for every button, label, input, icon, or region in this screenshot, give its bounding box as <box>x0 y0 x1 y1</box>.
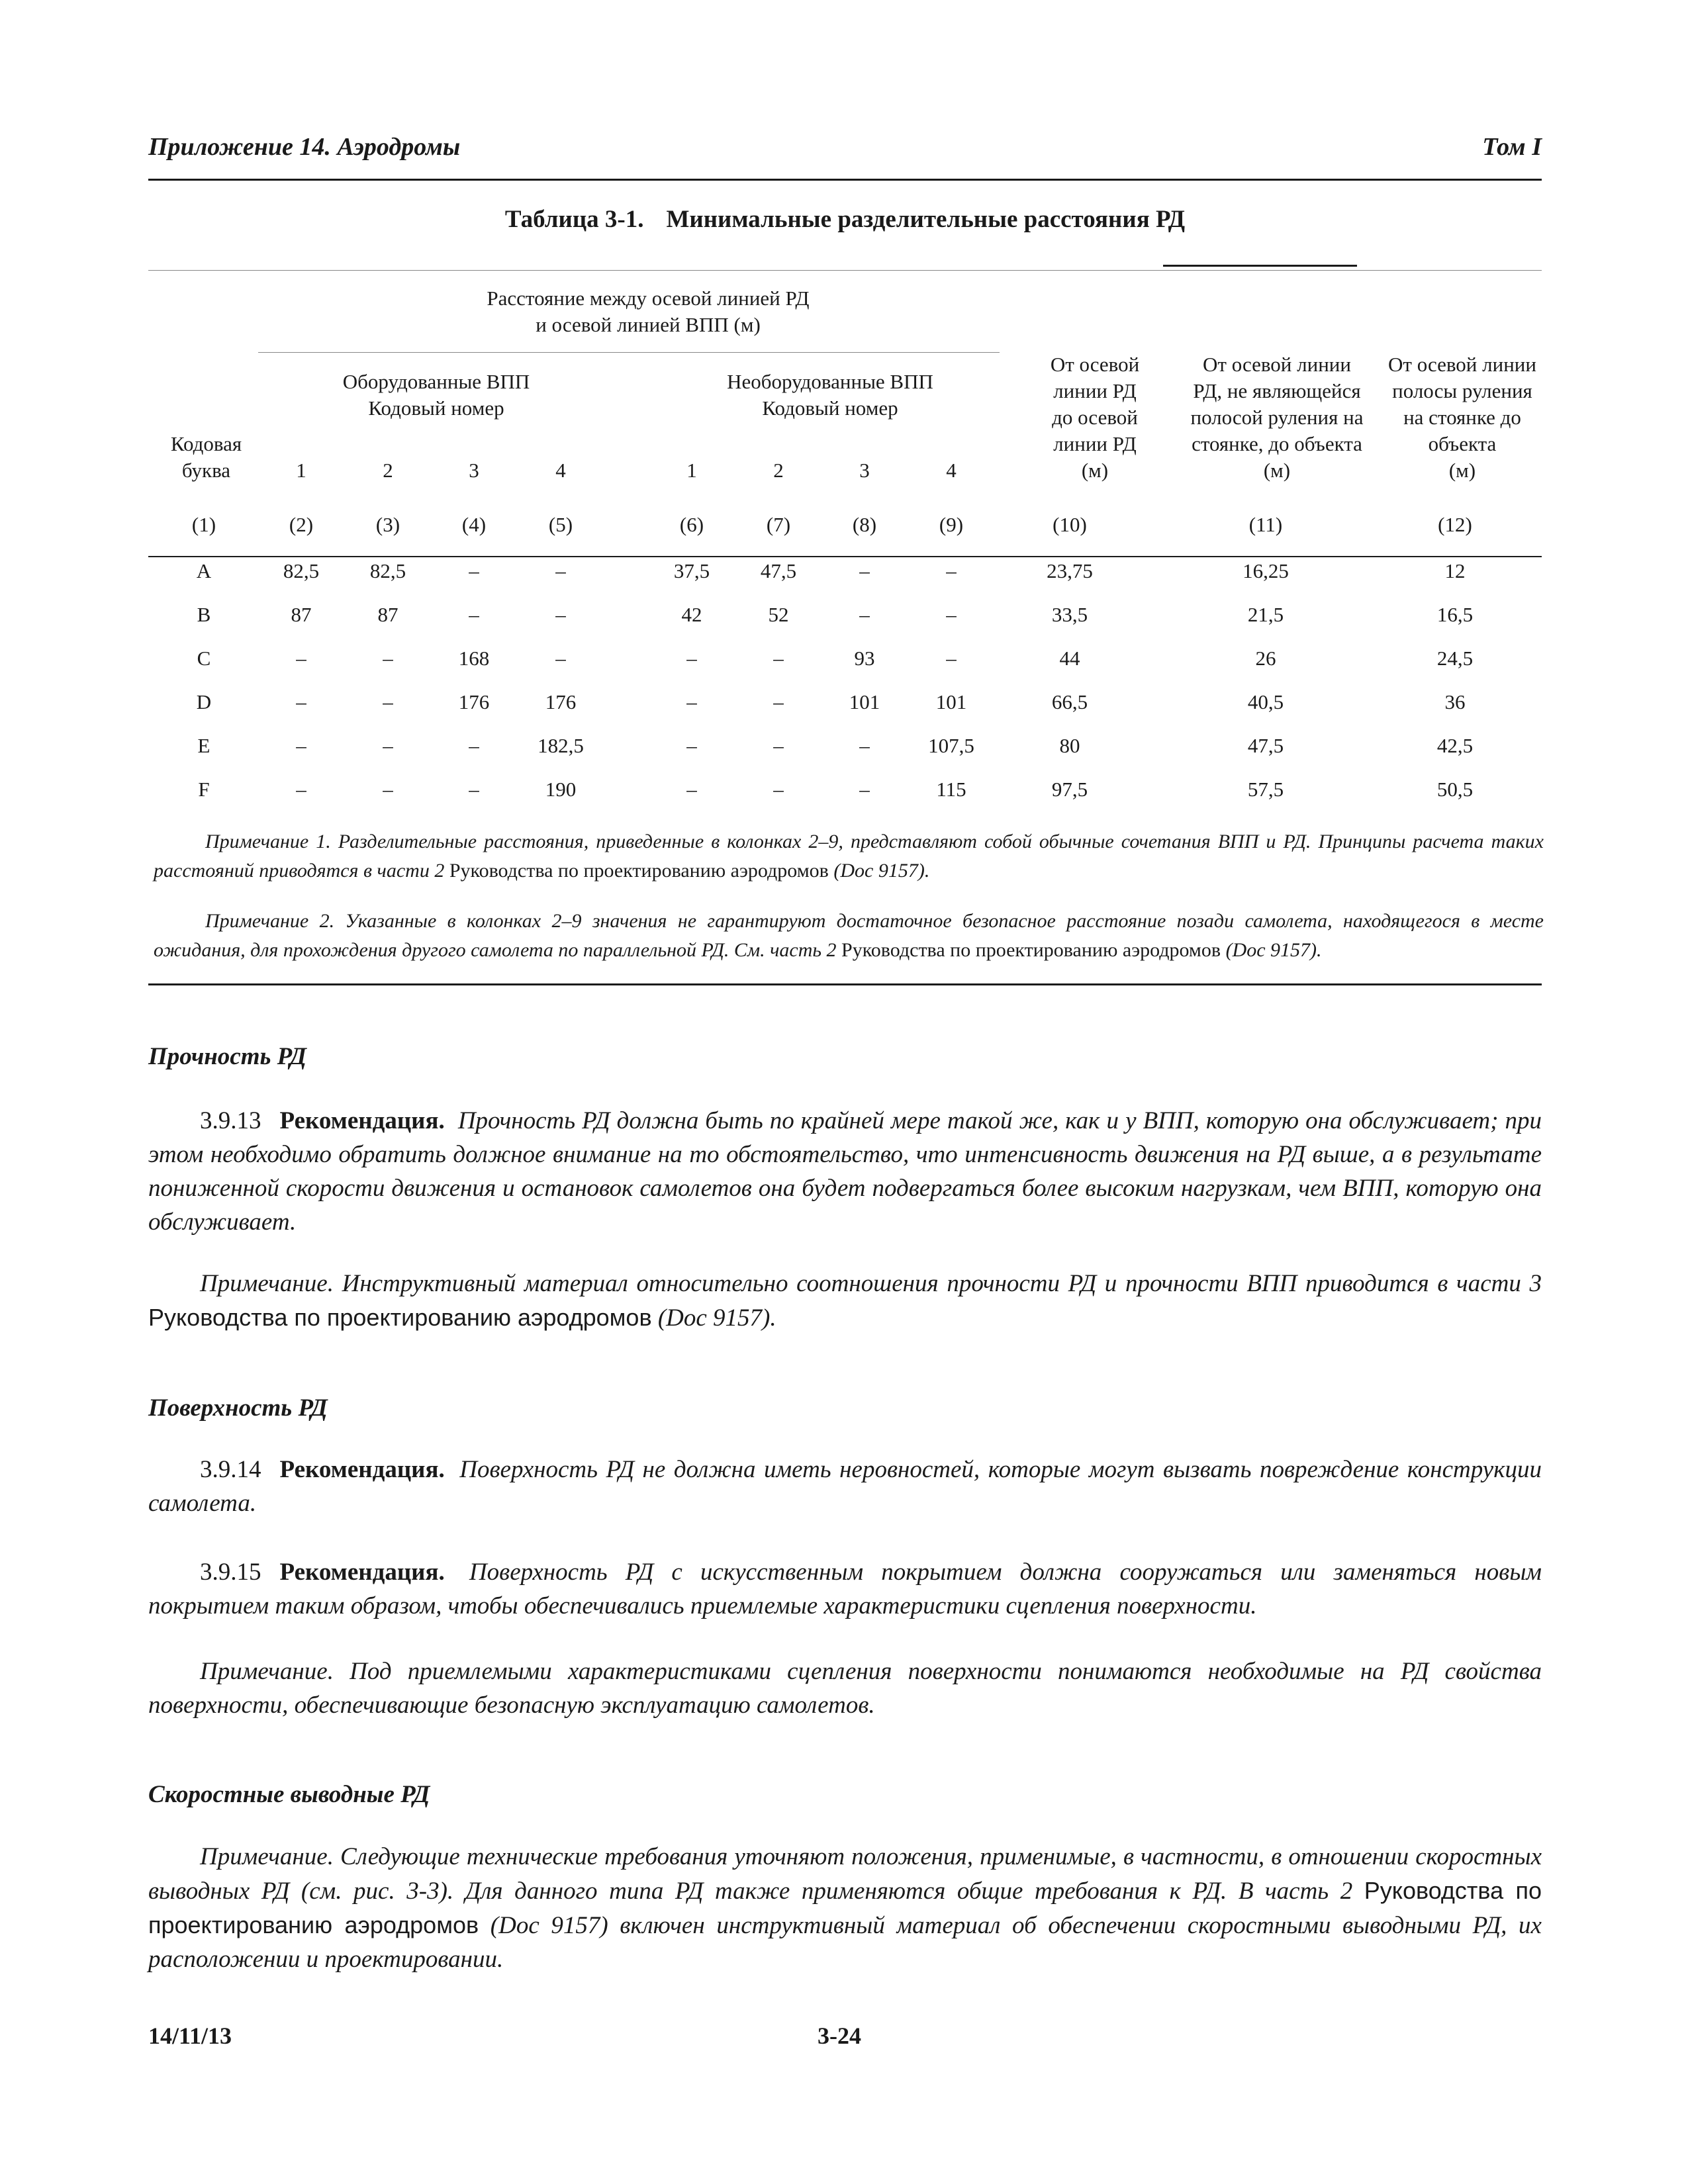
column-number-cell: (5) <box>548 513 573 536</box>
table-cell: – <box>859 603 870 626</box>
section-heading-surface: Поверхность РД <box>148 1394 328 1422</box>
code-letter-cell: D <box>196 690 212 713</box>
table-cell: 66,5 <box>1051 690 1088 713</box>
table-cell: 23,75 <box>1047 559 1093 582</box>
table-cell: – <box>946 603 957 626</box>
column-number-cell: (10) <box>1053 513 1087 536</box>
code-number-cell: 1 <box>296 459 306 482</box>
table-cell: – <box>383 690 393 713</box>
table-cell: 24,5 <box>1436 647 1474 670</box>
column-number-cell: (4) <box>461 513 487 536</box>
table-cell: 16,5 <box>1436 603 1474 626</box>
code-letter-cell: F <box>198 778 210 801</box>
table-number: Таблица 3-1. <box>504 206 644 233</box>
code-number-cell: 4 <box>946 459 957 482</box>
table-cell: 12 <box>1444 559 1466 582</box>
table-cell: – <box>773 734 784 757</box>
table-cell: – <box>686 647 697 670</box>
column-number-cell: (9) <box>939 513 964 536</box>
table-cell: 16,25 <box>1243 559 1289 582</box>
table-cell: – <box>383 734 393 757</box>
table-caption: Минимальные разделительные расстояния РД <box>666 206 1186 233</box>
note-strength: Примечание. Инструктивный материал относительно соотношения прочности РД и прочности ВПП приводится в части 3 Руководства по проектированию аэродромов (Doc 9157). <box>148 1270 1542 1332</box>
table-cell: 36 <box>1444 690 1466 713</box>
table-cell: 40,5 <box>1247 690 1284 713</box>
note-rapid-exit: Примечание. Следующие технические требования уточняют положения, применимые, в частности, в отношении скоростных выводных РД (см. рис. 3-3). Для данного типа РД также применяются общие требования к РД. В часть 2 Руководства по проектированию аэродромов (Doc 9157) включен инструктивный материал об обеспечении скоростными выводными РД, их расположении и проектировании. <box>148 1843 1542 1973</box>
code-letter-cell: B <box>197 603 211 626</box>
code-number-cell: 2 <box>773 459 784 482</box>
table-cell: 190 <box>545 778 577 801</box>
table-cell: – <box>296 647 306 670</box>
table-cell: 82,5 <box>369 559 406 582</box>
table-cell: – <box>555 603 566 626</box>
column-number-cell: (11) <box>1248 513 1283 536</box>
table-cell: – <box>686 778 697 801</box>
table-cell: 107,5 <box>928 734 974 757</box>
table-cell: 21,5 <box>1247 603 1284 626</box>
code-letter-cell: E <box>197 734 211 757</box>
table-cell: – <box>296 690 306 713</box>
table-title <box>148 205 1542 234</box>
table-cell: 182,5 <box>538 734 584 757</box>
table-cell: 44 <box>1059 647 1080 670</box>
table-cell: – <box>686 734 697 757</box>
table-cell: 87 <box>377 603 399 626</box>
table-cell: – <box>555 559 566 582</box>
table-cell: 101 <box>849 690 880 713</box>
table-cell: 80 <box>1059 734 1080 757</box>
header-document-title: Приложение 14. Аэродромы <box>148 133 461 161</box>
code-number-cell: 2 <box>383 459 393 482</box>
table-note-2: Примечание 2. Указанные в колонках 2–9 значения не гарантируют достаточное безопасное расстояние позади самолета, находящегося в месте ожидания, для прохождения другого самолета по параллельной РД. См. часть 2 Руководства по проектированию аэродромов (Doc 9157). <box>154 910 1544 961</box>
footer-page-number: 3-24 <box>818 2023 861 2049</box>
table-cell: 93 <box>854 647 875 670</box>
table-cell: – <box>859 778 870 801</box>
header-code-letter: Кодовая буква <box>170 432 242 482</box>
table-cell: – <box>296 778 306 801</box>
column-number-cell: (7) <box>766 513 791 536</box>
table-cell: 176 <box>545 690 577 713</box>
table-cell: – <box>859 559 870 582</box>
running-header <box>148 132 1542 181</box>
table-cell: 47,5 <box>760 559 797 582</box>
table-cell: – <box>946 647 957 670</box>
paragraph-3-9-14: 3.9.14 Рекомендация. Поверхность РД не должна иметь неровностей, которые могут вызвать повреждение конструкции самолета. <box>148 1456 1542 1517</box>
column-number-cell: (6) <box>679 513 704 536</box>
column-number-cell: (3) <box>375 513 400 536</box>
table-note-1: Примечание 1. Разделительные расстояния, приведенные в колонках 2–9, представляют собой обычные сочетания ВПП и РД. Принципы расчета таких расстояний приводятся в части 2 Руководства по проектированию аэродромов (Doc 9157). <box>154 831 1544 882</box>
code-letter-cell: A <box>196 559 212 582</box>
column-number-cell: (1) <box>191 513 216 536</box>
table-cell: – <box>469 734 479 757</box>
code-letter-cell: C <box>197 647 211 670</box>
table-cell: 57,5 <box>1247 778 1284 801</box>
table-cell: 52 <box>768 603 789 626</box>
table-cell: – <box>469 778 479 801</box>
table-cell: – <box>555 647 566 670</box>
table-cell: 168 <box>458 647 490 670</box>
table-cell: 101 <box>935 690 967 713</box>
table-cell: – <box>773 647 784 670</box>
note-surface: Примечание. Под приемлемыми характеристиками сцепления поверхности понимаются необходимые на РД свойства поверхности, обеспечивающие безопасную эксплуатацию самолетов. <box>148 1658 1542 1719</box>
table-cell: – <box>946 559 957 582</box>
footer-date: 14/11/13 <box>148 2023 232 2049</box>
table-cell: – <box>859 734 870 757</box>
column-number-cell: (12) <box>1438 513 1472 536</box>
table-cell: – <box>296 734 306 757</box>
table-cell: – <box>383 778 393 801</box>
header-col10: От осевой линии РД до осевой линии РД (м) <box>1050 353 1140 482</box>
table-cell: 82,5 <box>283 559 320 582</box>
section-heading-strength: Прочность РД <box>148 1043 306 1070</box>
subheader-equipped-runways: Оборудованные ВПП Кодовый номер <box>342 370 530 420</box>
table-cell: 42,5 <box>1436 734 1474 757</box>
table-cell: – <box>469 603 479 626</box>
table-cell: 176 <box>458 690 490 713</box>
table-cell: 37,5 <box>673 559 710 582</box>
table-cell: 115 <box>936 778 966 801</box>
table-cell: – <box>383 647 393 670</box>
code-number-cell: 4 <box>555 459 566 482</box>
table-cell: 97,5 <box>1051 778 1088 801</box>
column-number-cell: (2) <box>289 513 314 536</box>
table-cell: 33,5 <box>1051 603 1088 626</box>
section-heading-rapid-exit: Скоростные выводные РД <box>148 1781 430 1808</box>
table-cell: – <box>773 690 784 713</box>
table-cell: – <box>686 690 697 713</box>
table-cell: 87 <box>291 603 312 626</box>
code-number-cell: 3 <box>859 459 870 482</box>
table-cell: 50,5 <box>1436 778 1474 801</box>
table-cell: – <box>469 559 479 582</box>
subheader-unequipped-runways: Необорудованные ВПП Кодовый номер <box>727 370 933 420</box>
header-volume: Том I <box>1482 133 1542 161</box>
paragraph-3-9-13: 3.9.13 Рекомендация. Прочность РД должна быть по крайней мере такой же, как и у ВПП, которую она обслуживает; при этом необходимо обратить должное внимание на то обстоятельство, что интенсивность движения на РД выше, а в результате пониженной скорости движения и остановок самолетов она будет подвергаться более высоким нагрузкам, чем ВПП, которую она обслуживает. <box>148 1107 1542 1236</box>
header-col12: От осевой линии полосы руления на стоянке до объекта (м) <box>1388 353 1536 482</box>
group-header-distance: Расстояние между осевой линией РД и осевой линией ВПП (м) <box>487 287 810 336</box>
table-cell: 26 <box>1255 647 1276 670</box>
header-col11: От осевой линии РД, не являющейся полосой руления на стоянке, до объекта (м) <box>1190 353 1364 482</box>
code-number-cell: 1 <box>686 459 697 482</box>
table-cell: – <box>773 778 784 801</box>
paragraph-3-9-15: 3.9.15 Рекомендация. Поверхность РД с искусственным покрытием должна сооружаться или заменяться новым покрытием таким образом, чтобы обеспечивались приемлемые характеристики сцепления поверхности. <box>148 1559 1542 1619</box>
table-bottom-rule <box>148 983 1542 985</box>
code-number-cell: 3 <box>469 459 479 482</box>
table-cell: 42 <box>681 603 702 626</box>
table-cell: 47,5 <box>1247 734 1284 757</box>
column-number-cell: (8) <box>852 513 877 536</box>
